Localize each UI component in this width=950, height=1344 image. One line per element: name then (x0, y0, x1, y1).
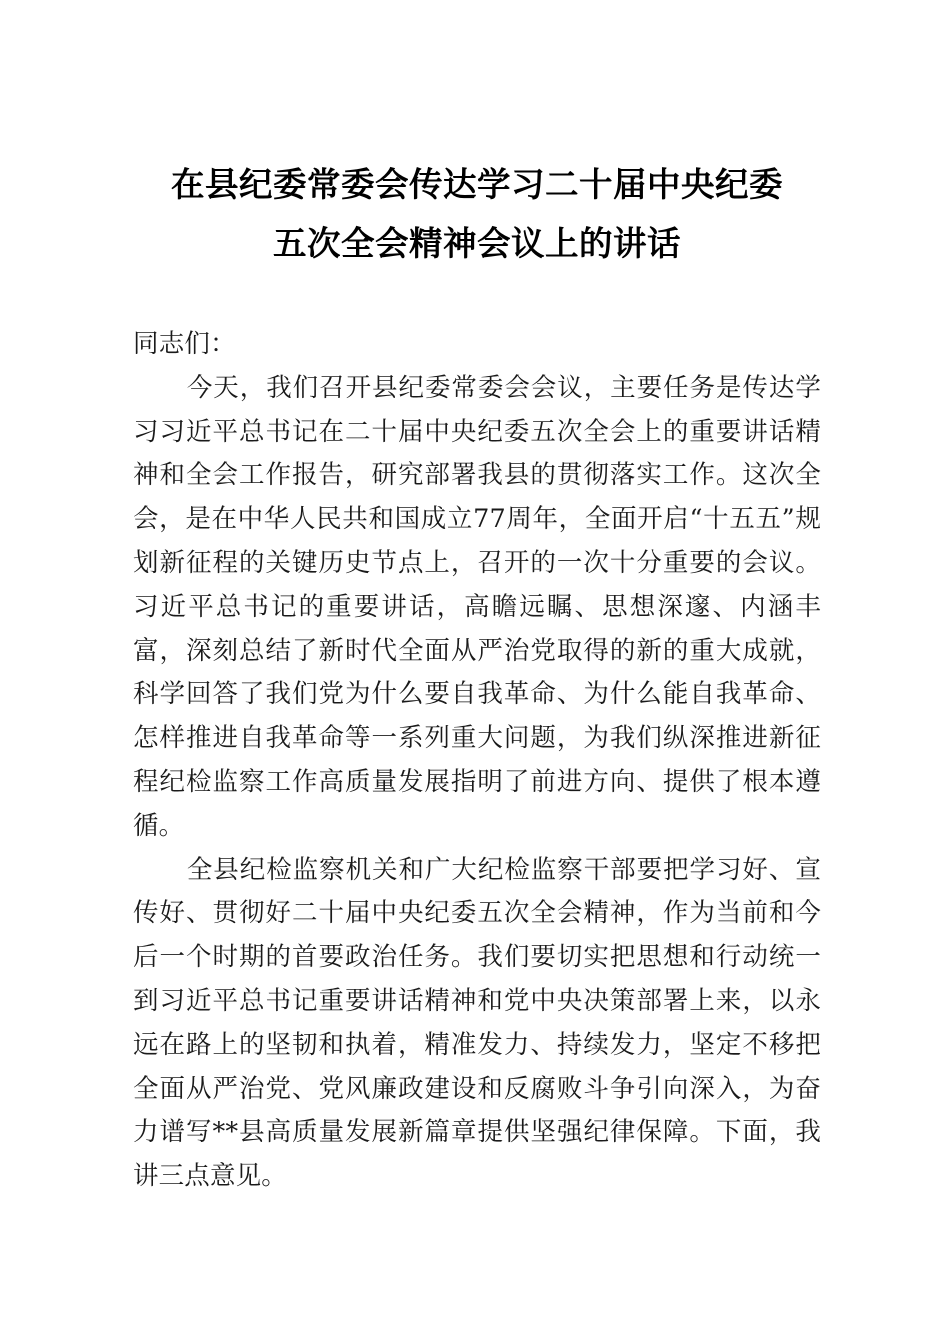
page-title-line-1: 在县纪委常委会传达学习二十届中央纪委 (171, 165, 783, 204)
document-body (133, 323, 821, 1199)
page-title (133, 0, 821, 271)
paragraph-2-text: 全县纪检监察机关和广大纪检监察干部要把学习好、宣传好、贯彻好二十届中央纪委五次全会精神，作为当前和今后一个时期的首要政治任务。我们要切实把思想和行动统一到习近平总书记重要讲话精神和党中央决策部署上来，以永远在路上的坚韧和执着，精准发力、持续发力，坚定不移把全面从严治党、党风廉政建设和反腐败斗争引向深入，为奋力谱写**县高质量发展新篇章提供坚强纪律保障。下面，我讲三点意见。 (133, 854, 821, 1192)
salutation: 同志们： (133, 329, 236, 359)
document-content (133, 0, 821, 1199)
page-title-line-2: 五次全会精神会议上的讲话 (273, 224, 681, 263)
body-paragraph-2 (133, 849, 821, 1199)
paragraph-1-text: 今天，我们召开县纪委常委会会议，主要任务是传达学习习近平总书记在二十届中央纪委五次全会上的重要讲话精神和全会工作报告，研究部署我县的贯彻落实工作。这次全会，是在中华人民共和国成立77周年，全面开启“十五五”规划新征程的关键历史节点上，召开的一次十分重要的会议。习近平总书记的重要讲话，高瞻远瞩、思想深邃、内涵丰富，深刻总结了新时代全面从严治党取得的新的重大成就，科学回答了我们党为什么要自我革命、为什么能自我革命、怎样推进自我革命等一系列重大问题，为我们纵深推进新征程纪检监察工作高质量发展指明了前进方向、提供了根本遵循。 (133, 372, 821, 841)
body-paragraph-1 (133, 367, 821, 849)
